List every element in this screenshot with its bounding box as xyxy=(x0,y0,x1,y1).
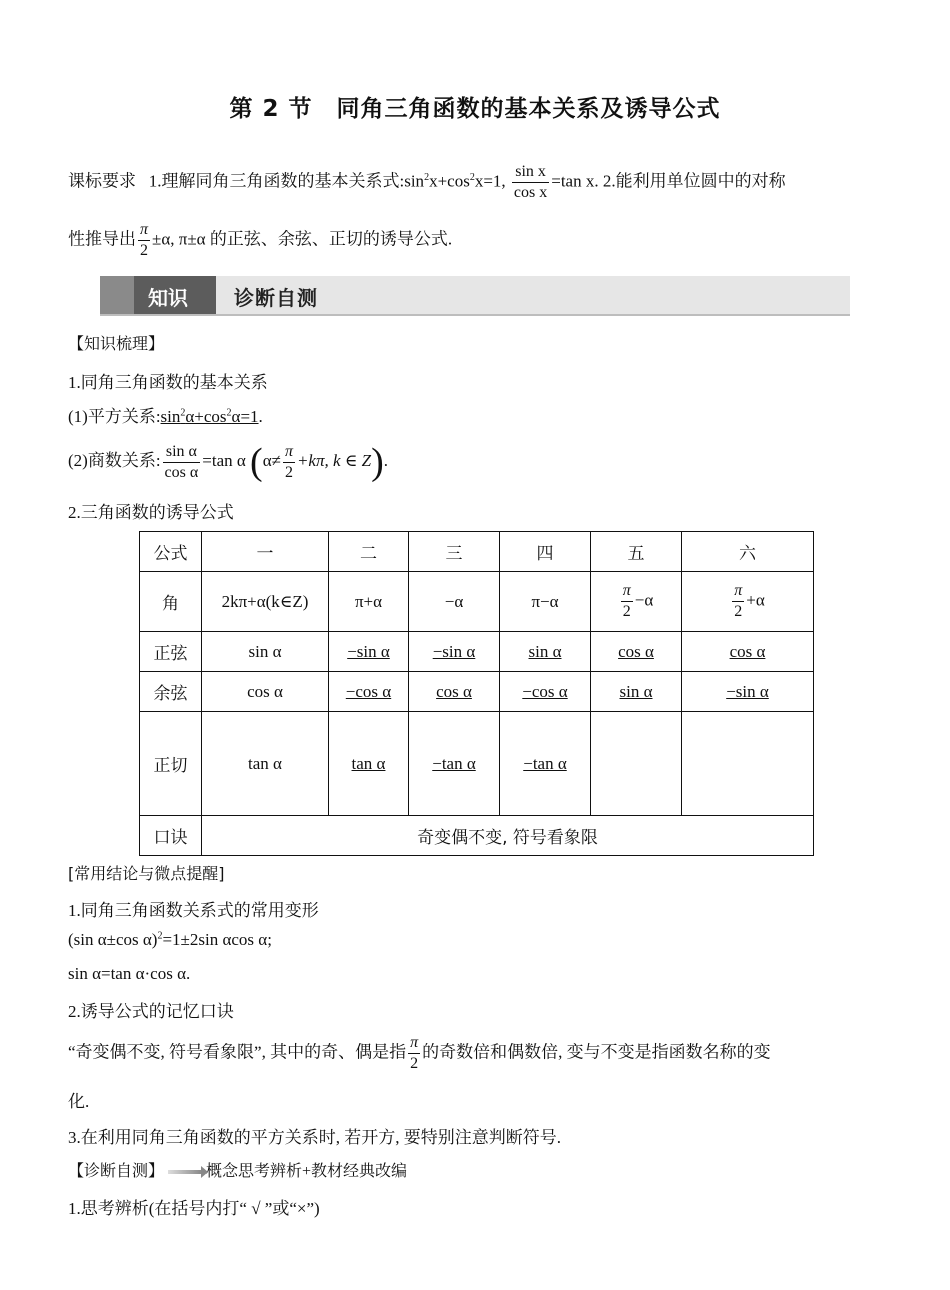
row-label: 余弦 xyxy=(140,672,202,712)
table-header: 一 xyxy=(202,532,329,572)
table-cell: −α xyxy=(409,572,500,632)
table-cell: cos α xyxy=(409,672,500,712)
table-cell: $\frac{\pi}{2}$ +α xyxy=(682,572,814,632)
requirement-line-1 xyxy=(68,162,786,203)
table-cell: tan α xyxy=(329,712,409,816)
knowledge-item-1a: (1)平方关系$:\sin^2\alpha+\cos^2\alpha=1$. xyxy=(68,407,263,426)
banner-label-knowledge: 知识 xyxy=(148,286,188,310)
table-header: 公式 xyxy=(140,532,202,572)
conclusion-2a: “奇变偶不变, 符号看象限”, 其中的奇、偶是指 $\frac{\pi}{2}$ 的奇数倍和偶数倍, 变与不变是指函数名称的变 xyxy=(68,1034,771,1072)
requirement-label: 课标要求 xyxy=(68,171,136,192)
table-cell: π−α xyxy=(500,572,591,632)
table-row-cos xyxy=(140,672,814,712)
conclusion-1a: (sin α±cos α)$^2$=1±2sin αcos α; xyxy=(68,930,272,949)
fraction-sin-cos: $\frac{\text{sin x}}{\text{cos x}}$ xyxy=(513,163,548,201)
knowledge-item-2: 2.三角函数的诱导公式 xyxy=(68,503,234,522)
table-cell: 2kπ+α(k∈Z) xyxy=(202,572,329,632)
row-label: 口诀 xyxy=(140,816,202,856)
table-cell: −cos α xyxy=(500,672,591,712)
table-cell: −sin α xyxy=(409,632,500,672)
table-header: 三 xyxy=(409,532,500,572)
diagnosis-sub: 概念思考辨析+教材经典改编 xyxy=(206,1163,408,1180)
table-row-angle xyxy=(140,572,814,632)
table-cell: −tan α xyxy=(409,712,500,816)
conclusion-2b: 化. xyxy=(68,1092,90,1111)
table-cell: π+α xyxy=(329,572,409,632)
conclusion-1b: sin α=tan α·cos α. xyxy=(68,964,191,983)
conclusions-heading: [常用结论与微点提醒] xyxy=(68,864,225,883)
conclusion-1: 1.同角三角函数关系式的常用变形 xyxy=(68,901,319,920)
arrow-icon xyxy=(168,1170,202,1174)
requirement-text-f: ±α, π±α 的正弦、余弦、正切的诱导公式. xyxy=(152,229,453,249)
page-title: 第 2 节 同角三角函数的基本关系及诱导公式 xyxy=(229,96,721,122)
requirement-text-e: 性推导出 xyxy=(68,229,136,249)
induction-formula-table xyxy=(139,531,814,856)
table-row-mnemonic xyxy=(140,816,814,856)
requirement-text-a: 1.理解同角三角函数的基本关系式:sin xyxy=(148,171,425,191)
table-header: 六 xyxy=(682,532,814,572)
table-cell xyxy=(682,712,814,816)
table-cell xyxy=(591,712,682,816)
table-header: 四 xyxy=(500,532,591,572)
row-label: 角 xyxy=(140,572,202,632)
table-row-sin xyxy=(140,632,814,672)
table-cell: $\frac{\pi}{2}$ −α xyxy=(591,572,682,632)
sup-2b: 2 xyxy=(469,171,475,183)
table-header: 五 xyxy=(591,532,682,572)
diagnosis-q1: 1.思考辨析(在括号内打“ √ ”或“×”) xyxy=(68,1199,320,1218)
requirement-line-2 xyxy=(68,220,452,261)
table-cell: cos α xyxy=(591,632,682,672)
table-cell: sin α xyxy=(591,672,682,712)
table-row-tan xyxy=(140,712,814,816)
knowledge-item-1: 1.同角三角函数的基本关系 xyxy=(68,373,268,392)
sup-2: 2 xyxy=(424,171,430,183)
diagnosis-heading-line xyxy=(68,1158,407,1181)
knowledge-item-1b: (2)商数关系: $\frac{\text{sin α}}{\text{cos α}}$ =tan α (α≠ $\frac{\pi}{2}$ +kπ, k ∈ Z). xyxy=(68,441,388,483)
diagnosis-heading: 【诊断自测】 xyxy=(68,1161,165,1180)
table-header: 二 xyxy=(329,532,409,572)
banner-label-diagnosis: 诊断自测 xyxy=(234,286,318,310)
fraction-pi-2: $\frac{\pi}{2}$ xyxy=(140,221,149,259)
requirement-text-d: =tan x. 2.能利用单位圆中的对称 xyxy=(551,171,786,191)
requirement-text-b: x+cos xyxy=(429,171,470,191)
table-cell: cos α xyxy=(682,632,814,672)
table-cell: −cos α xyxy=(329,672,409,712)
table-cell: −tan α xyxy=(500,712,591,816)
row-label: 正弦 xyxy=(140,632,202,672)
table-cell: tan α xyxy=(202,712,329,816)
table-cell: sin α xyxy=(202,632,329,672)
requirement-text-c: x=1, xyxy=(474,171,506,191)
conclusion-3: 3.在利用同角三角函数的平方关系时, 若开方, 要特别注意判断符号. xyxy=(68,1128,561,1147)
table-header-row xyxy=(140,532,814,572)
conclusion-2: 2.诱导公式的记忆口诀 xyxy=(68,1002,234,1021)
table-cell: cos α xyxy=(202,672,329,712)
table-cell: −sin α xyxy=(329,632,409,672)
knowledge-heading: 【知识梳理】 xyxy=(68,334,165,353)
table-cell: sin α xyxy=(500,632,591,672)
row-label: 正切 xyxy=(140,712,202,816)
section-banner xyxy=(100,276,850,314)
table-cell: −sin α xyxy=(682,672,814,712)
mnemonic-cell: 奇变偶不变, 符号看象限 xyxy=(202,816,814,856)
